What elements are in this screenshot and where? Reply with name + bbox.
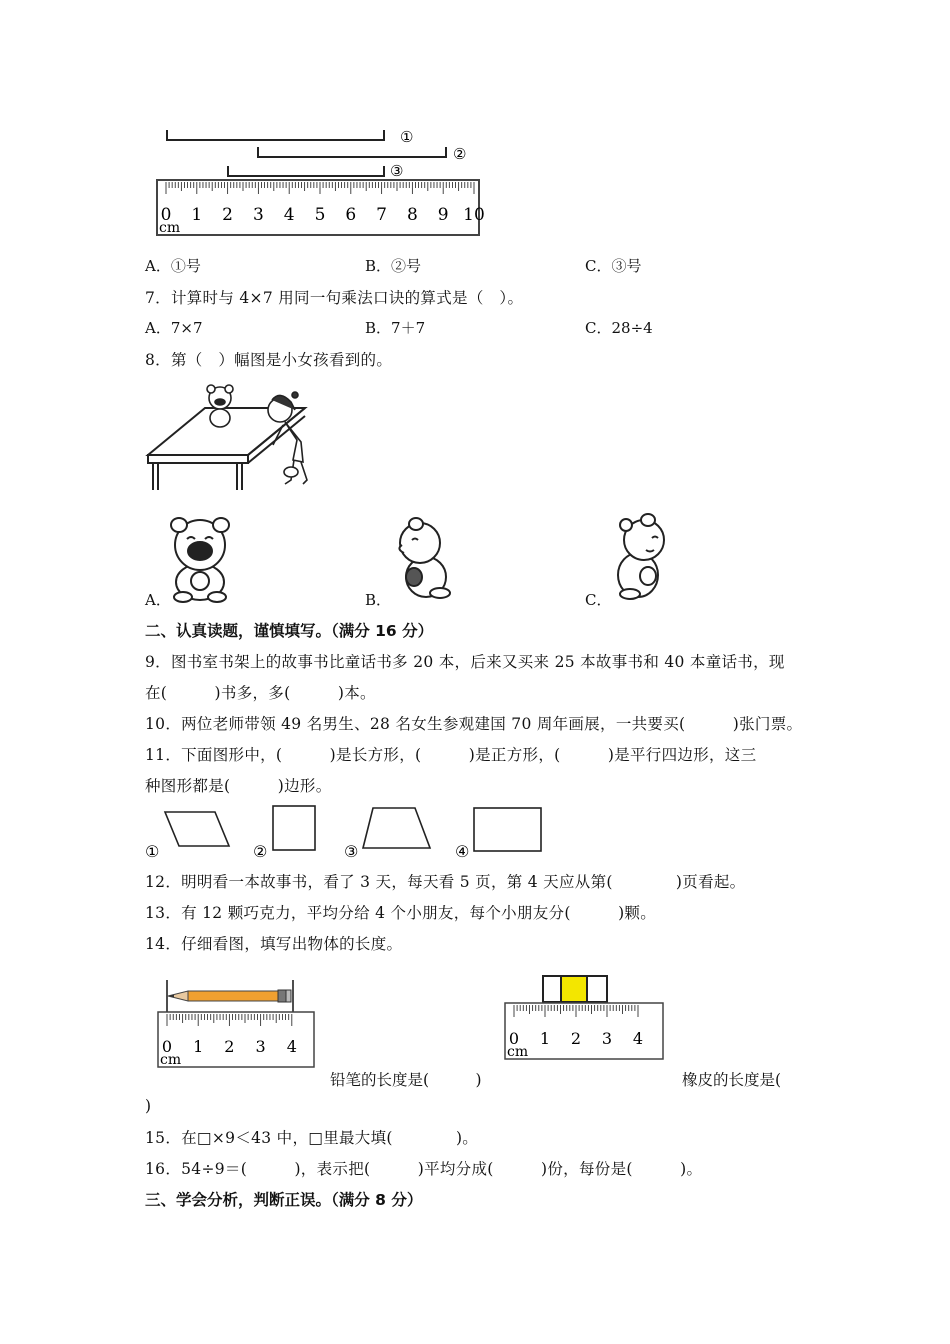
shape-label-1: ① xyxy=(145,842,160,861)
girl-icon xyxy=(268,392,307,484)
ruler-number: 8 xyxy=(406,205,418,225)
ruler-number: 0 xyxy=(160,205,172,225)
q8-option-c-bear-side-right xyxy=(608,510,678,605)
ruler-number: 2 xyxy=(222,205,234,225)
q12-text: 12．明明看一本故事书，看了 3 天，每天看 5 页，第 4 天应从第( )页看起。 xyxy=(145,873,746,891)
pencil-icon xyxy=(168,990,291,1002)
ruler-number: 1 xyxy=(191,205,203,225)
shape-label-2: ② xyxy=(253,842,268,861)
segment-label-2: ② xyxy=(453,145,467,163)
q7-option-a[interactable]: A．7×7 xyxy=(145,319,203,337)
ruler-number: 4 xyxy=(286,1037,297,1056)
bear-on-table-icon xyxy=(207,385,233,427)
ruler-number: 7 xyxy=(376,205,388,225)
ruler-number: 9 xyxy=(437,205,449,225)
ruler-number: 4 xyxy=(283,205,295,225)
square-shape xyxy=(273,806,315,850)
q14-eraser-ruler-figure xyxy=(500,970,670,1062)
q6-option-a[interactable]: A．①号 xyxy=(145,257,201,275)
q14-pencil-ruler-figure xyxy=(150,978,320,1070)
ruler-unit: cm xyxy=(159,220,181,236)
q9-line-1: 9．图书室书架上的故事书比童话书多 20 本，后来又买来 25 本故事书和 40 本童话书，现 xyxy=(145,653,785,671)
q14-text: 14．仔细看图，填写出物体的长度。 xyxy=(145,935,403,953)
q15-text: 15．在□×9＜43 中，□里最大填( )。 xyxy=(145,1129,479,1147)
eraser-icon xyxy=(543,976,607,1002)
eraser-length-label: 橡皮的长度是( xyxy=(682,1071,782,1089)
q10-text: 10．两位老师带领 49 名男生、28 名女生参观建国 70 周年画展，一共要买( )张门票。 xyxy=(145,715,803,733)
parallelogram-shape xyxy=(165,812,229,846)
ruler-number: 1 xyxy=(539,1029,551,1048)
ruler-number: 3 xyxy=(252,205,264,225)
segment-label-3: ③ xyxy=(390,162,404,180)
q8-option-c[interactable]: C． xyxy=(585,591,612,609)
ruler-unit: cm xyxy=(507,1044,529,1060)
q16-text: 16．54÷9＝( )，表示把( )平均分成( )份，每份是( )。 xyxy=(145,1160,703,1178)
ruler-number: 0 xyxy=(161,1037,173,1056)
ruler-number: 3 xyxy=(255,1037,266,1056)
eraser-length-close: ) xyxy=(145,1097,152,1115)
q6-option-b[interactable]: B．②号 xyxy=(365,257,422,275)
segment-1 xyxy=(167,130,384,140)
q7-option-b[interactable]: B．7＋7 xyxy=(365,319,426,337)
q11-line-2: 种图形都是( )边形。 xyxy=(145,777,332,795)
q11-shapes xyxy=(143,800,553,862)
q6-option-c[interactable]: C．③号 xyxy=(585,257,642,275)
q11-line-1: 11．下面图形中，( )是长方形，( )是正方形，( )是平行四边形，这三 xyxy=(145,746,757,764)
section-3-title: 三、学会分析，判断正误。（满分 8 分） xyxy=(145,1191,423,1209)
section-2-title: 二、认真读题，谨慎填写。（满分 16 分） xyxy=(145,622,434,640)
q7-text: 7．计算时与 4×7 用同一句乘法口诀的算式是（ ）。 xyxy=(145,289,524,307)
pencil-length-label: 铅笔的长度是( ) xyxy=(330,1071,482,1089)
shape-label-4: ④ xyxy=(455,842,470,861)
ruler-number: 10 xyxy=(463,205,485,225)
ruler-number: 0 xyxy=(508,1029,520,1048)
ruler-unit: cm xyxy=(160,1052,182,1068)
ruler-number: 2 xyxy=(224,1037,235,1056)
segment-label-1: ① xyxy=(400,128,414,146)
ruler-number: 3 xyxy=(601,1029,613,1048)
ruler-number: 5 xyxy=(314,205,326,225)
ruler-number: 6 xyxy=(345,205,357,225)
q8-option-b-bear-side-left xyxy=(390,515,460,605)
trapezoid-shape xyxy=(363,808,430,848)
q6-ruler-figure xyxy=(150,120,485,240)
ruler-number: 1 xyxy=(193,1037,204,1056)
ruler-number: 4 xyxy=(632,1029,644,1048)
q7-option-c[interactable]: C．28÷4 xyxy=(585,319,653,337)
q8-option-a-bear-front xyxy=(165,515,245,605)
q8-scene-illustration xyxy=(145,380,325,495)
q8-option-a[interactable]: A． xyxy=(145,591,171,609)
ruler-number: 2 xyxy=(570,1029,582,1048)
q8-text: 8．第（ ）幅图是小女孩看到的。 xyxy=(145,351,393,369)
q9-line-2: 在( )书多，多( )本。 xyxy=(145,684,376,702)
segment-2 xyxy=(258,147,446,157)
segment-3 xyxy=(228,166,384,176)
rectangle-shape xyxy=(474,808,541,851)
shape-label-3: ③ xyxy=(344,842,359,861)
q13-text: 13．有 12 颗巧克力，平均分给 4 个小朋友，每个小朋友分( )颗。 xyxy=(145,904,657,922)
q8-option-b[interactable]: B． xyxy=(365,591,392,609)
